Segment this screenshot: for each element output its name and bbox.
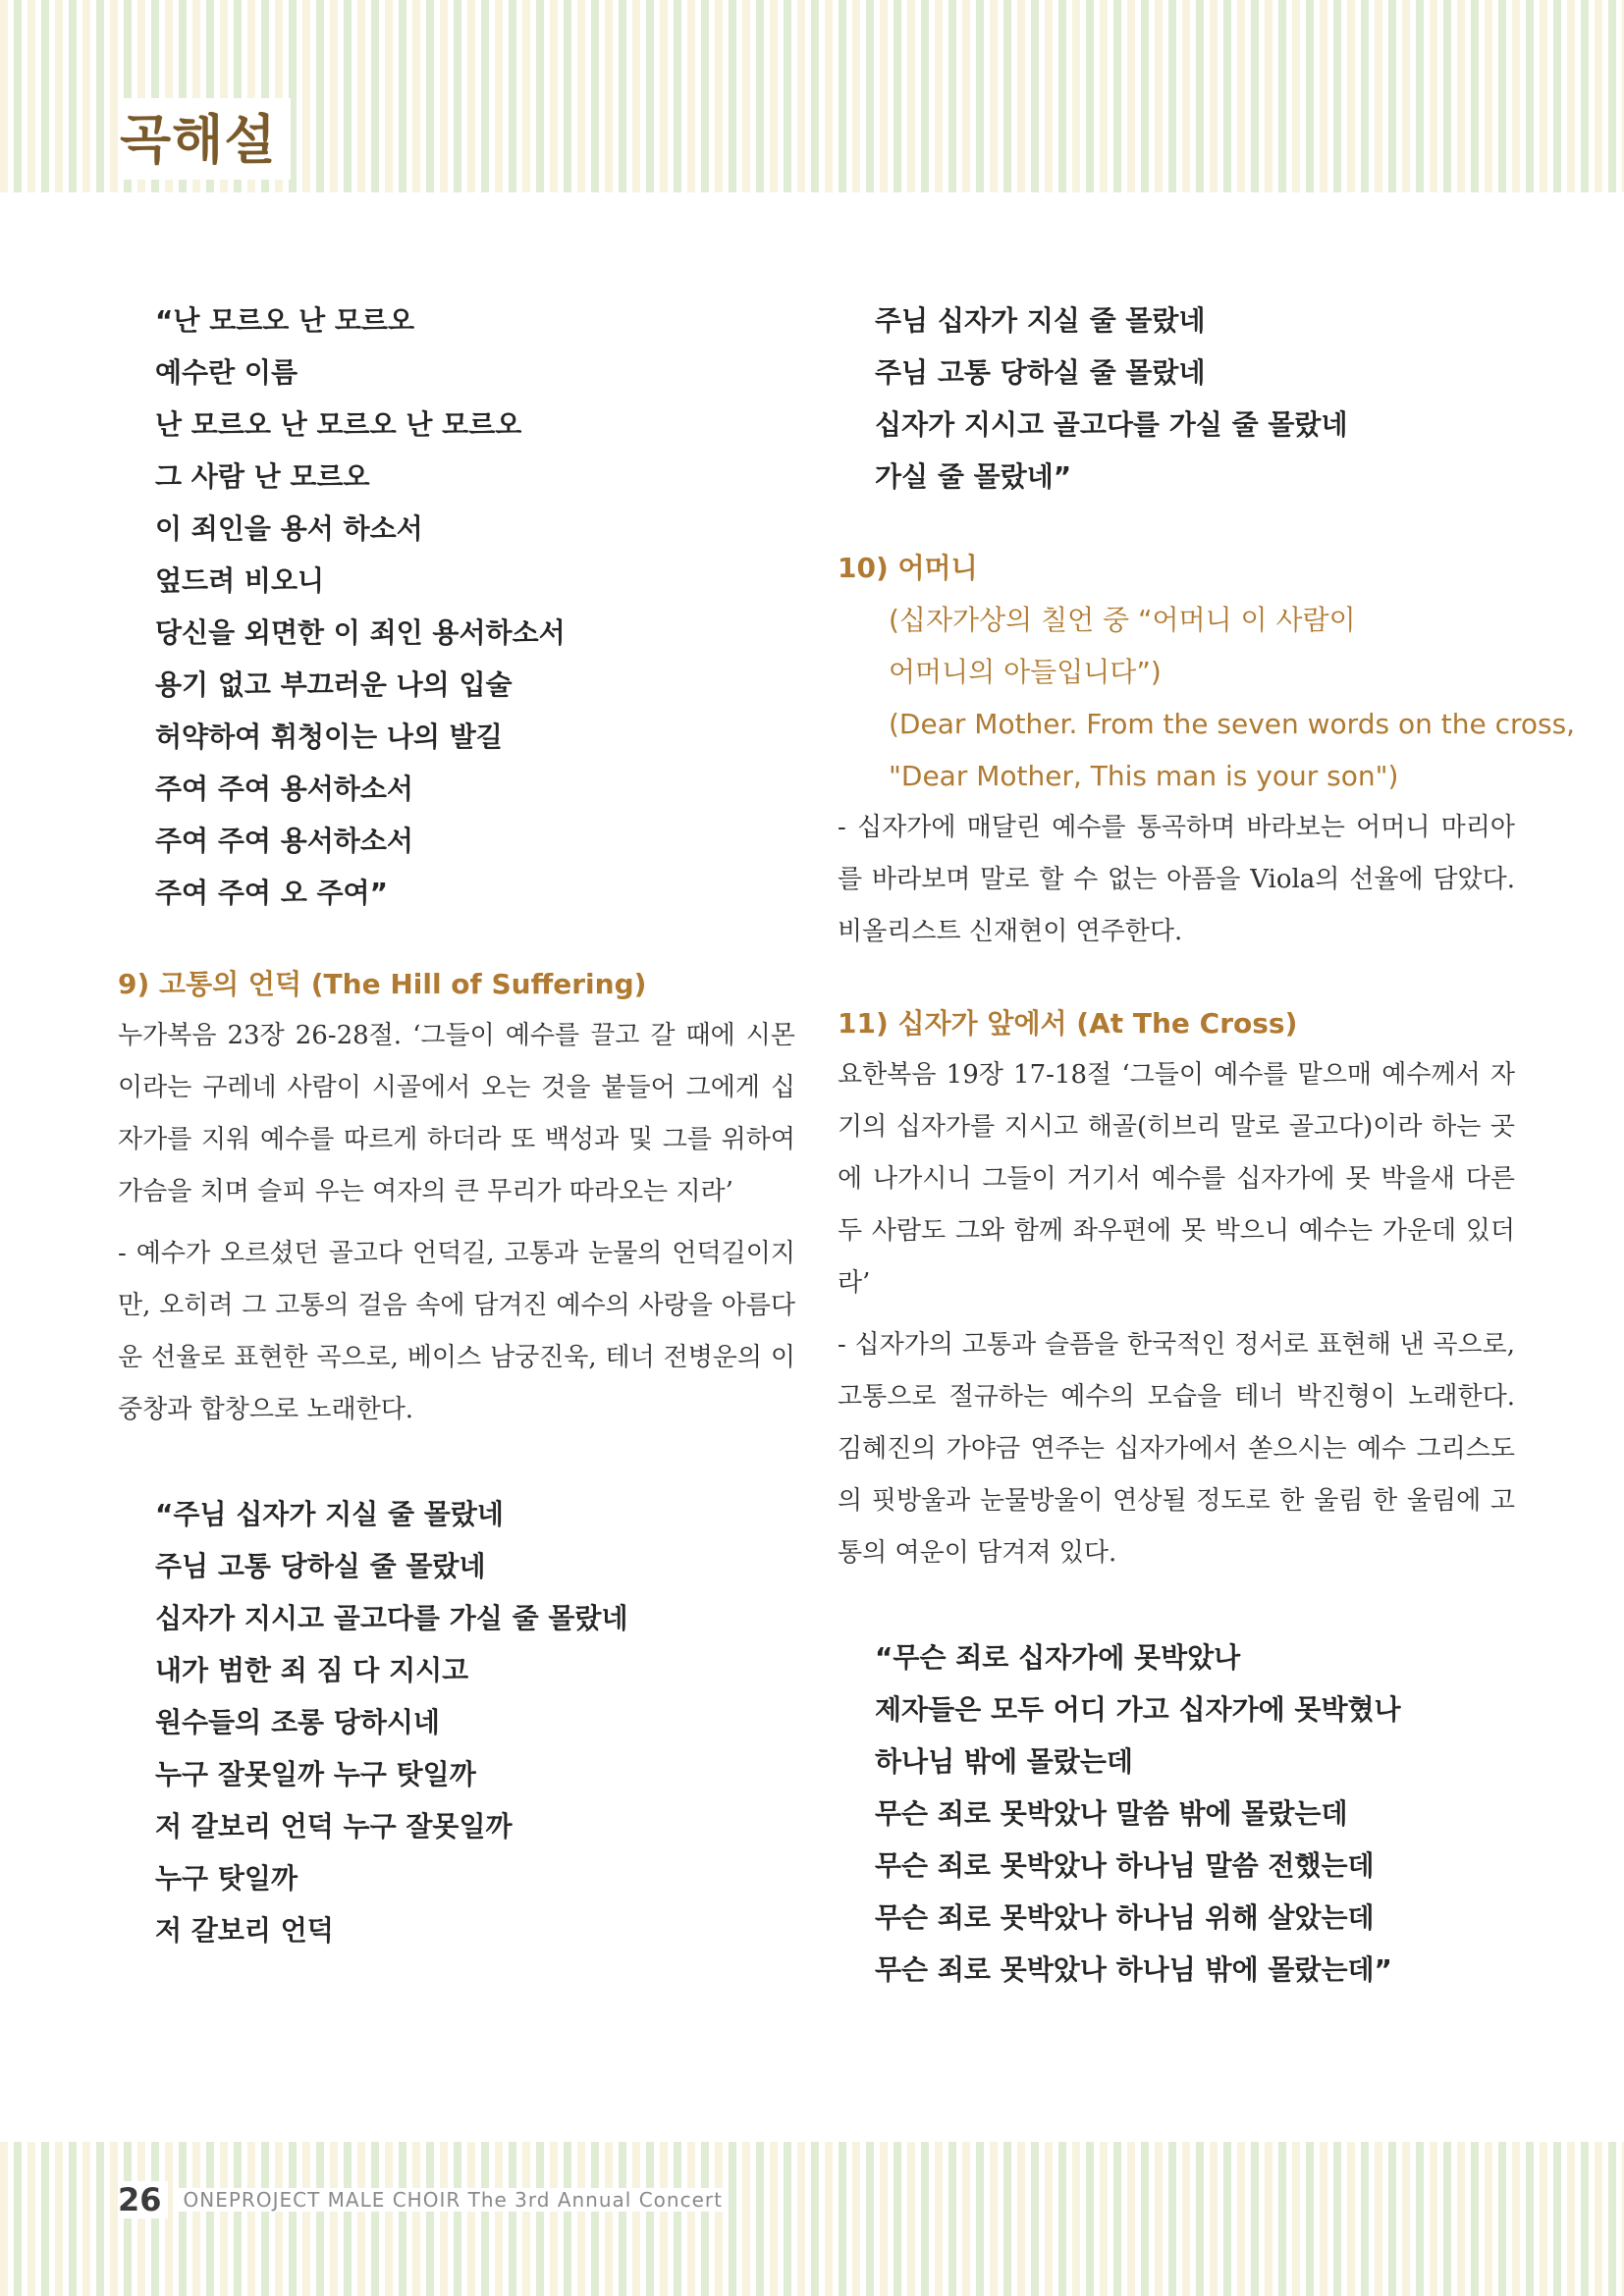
text-line: 저 갈보리 언덕 누구 잘못일까 — [155, 1810, 513, 1842]
text-line: 이 죄인을 용서 하소서 — [155, 512, 423, 545]
text-line: 내가 범한 죄 짐 다 지시고 — [155, 1654, 469, 1686]
text-line: 난 모르오 난 모르오 난 모르오 — [155, 408, 522, 441]
text-line: (Dear Mother. From the seven words on the cross, — [889, 708, 1576, 740]
text-line: 주님 고통 당하실 줄 몰랐네 — [155, 1550, 486, 1582]
text-line: 저 갈보리 언덕 — [155, 1914, 334, 1947]
scripture-text: 누가복음 23장 26-28절. ‘그들이 예수를 끌고 갈 때에 시몬이라는 구레네 사람이 시골에서 오는 것을 붙들어 그에게 십자가를 지워 예수를 따르게 하더라 또 백성과 및 그를 위하여 가슴을 치며 슬피 우는 여자의 큰 무리가 따라오는 지라’ — [118, 1021, 795, 1206]
description-text: - 십자가의 고통과 슬픔을 한국적인 정서로 표현해 낸 곡으로, 고통으로 절규하는 예수의 모습을 테너 박진형이 노래한다. 김혜진의 가야금 연주는 십자가에서 쏟으시는 예수 그리스도의 핏방울과 눈물방울이 연상될 정도로 한 울림 한 울림에 고통의 여운이 담겨져 있다. — [838, 1330, 1515, 1568]
left-column — [118, 294, 795, 1956]
text-line: 어머니의 아들입니다”) — [889, 656, 1162, 688]
text-line: 그 사람 난 모르오 — [155, 460, 370, 493]
text-line: 가실 줄 몰랐네” — [875, 460, 1072, 493]
bottom-stripe-band — [0, 2142, 1624, 2296]
text-line: “주님 십자가 지실 줄 몰랐네 — [155, 1498, 504, 1530]
text-line: 허약하여 휘청이는 나의 발길 — [155, 721, 503, 753]
text-line: 십자가 지시고 골고다를 가실 줄 몰랐네 — [155, 1602, 628, 1634]
text-line: 엎드려 비오니 — [155, 564, 325, 597]
text-line: 무슨 죄로 못박았나 말씀 밖에 몰랐는데 — [875, 1797, 1348, 1830]
page-title: 곡해설 — [118, 98, 291, 180]
text-line: 무슨 죄로 못박았나 하나님 위해 살았는데 — [875, 1901, 1375, 1934]
text-line: (십자가상의 칠언 중 “어머니 이 사람이 — [889, 604, 1356, 636]
text-line: 주여 주여 오 주여” — [155, 877, 388, 909]
lyrics-block — [838, 294, 1515, 503]
text-line: 주님 십자가 지실 줄 몰랐네 — [875, 304, 1206, 337]
text-line: “무슨 죄로 십자가에 못박았나 — [875, 1641, 1241, 1674]
scripture-text: 요한복음 19장 17-18절 ‘그들이 예수를 맡으매 예수께서 자기의 십자가를 지시고 해골(히브리 말로 골고다)이라 하는 곳에 나가시니 그들이 거기서 예수를 십자가에 못 박을새 다른 두 사람도 그와 함께 좌우편에 못 박으니 예수는 가운데 있더라’ — [838, 1060, 1515, 1298]
text-line: 주여 주여 용서하소서 — [155, 825, 413, 857]
section-heading-11: 11) 십자가 앞에서 (At The Cross) — [838, 1007, 1298, 1040]
text-line: 주여 주여 용서하소서 — [155, 773, 413, 805]
section-heading-10: 10) 어머니 — [838, 552, 978, 584]
text-line: "Dear Mother, This man is your son") — [889, 760, 1399, 792]
page-number: 26 — [118, 2181, 168, 2218]
page-footer — [118, 2181, 729, 2218]
section-subheading — [838, 594, 1576, 802]
section-heading-9: 9) 고통의 언덕 (The Hill of Suffering) — [118, 968, 647, 1000]
text-line: 십자가 지시고 골고다를 가실 줄 몰랐네 — [875, 408, 1348, 441]
footer-text: ONEPROJECT MALE CHOIR The 3rd Annual Concert — [178, 2188, 729, 2212]
text-line: 무슨 죄로 못박았나 하나님 밖에 몰랐는데” — [875, 1953, 1392, 1986]
description-text: - 예수가 오르셨던 골고다 언덕길, 고통과 눈물의 언덕길이지만, 오히려 그 고통의 걸음 속에 담겨진 예수의 사랑을 아름다운 선율로 표현한 곡으로, 베이스 남궁진욱, 테너 전병운의 이중창과 합창으로 노래한다. — [118, 1239, 795, 1424]
text-line: 예수란 이름 — [155, 356, 298, 389]
text-line: 하나님 밖에 몰랐는데 — [875, 1745, 1133, 1778]
lyrics-block — [118, 1488, 795, 1956]
text-line: “난 모르오 난 모르오 — [155, 304, 415, 337]
text-line: 누구 잘못일까 누구 탓일까 — [155, 1758, 476, 1790]
text-line: 주님 고통 당하실 줄 몰랐네 — [875, 356, 1206, 389]
text-line: 누구 탓일까 — [155, 1862, 298, 1895]
description-text: - 십자가에 매달린 예수를 통곡하며 바라보는 어머니 마리아를 바라보며 말로 할 수 없는 아픔을 Viola의 선율에 담았다. 비올리스트 신재현이 연주한다. — [838, 813, 1515, 946]
lyrics-block — [118, 294, 795, 919]
text-line: 용기 없고 부끄러운 나의 입술 — [155, 668, 513, 701]
lyrics-block — [838, 1631, 1515, 1996]
text-line: 제자들은 모두 어디 가고 십자가에 못박혔나 — [875, 1693, 1401, 1726]
text-line: 당신을 외면한 이 죄인 용서하소서 — [155, 616, 566, 649]
text-line: 원수들의 조롱 당하시네 — [155, 1706, 440, 1738]
right-column — [838, 294, 1576, 1996]
text-line: 무슨 죄로 못박았나 하나님 말씀 전했는데 — [875, 1849, 1375, 1882]
